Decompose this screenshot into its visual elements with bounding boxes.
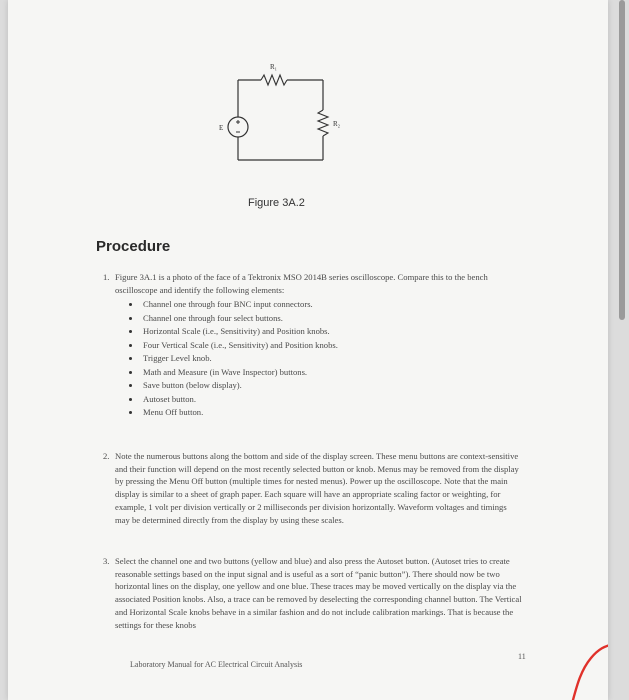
section-heading: Procedure (96, 238, 171, 255)
pen-annotation-mark (563, 640, 608, 700)
list-item: Autoset button. (129, 393, 523, 407)
list-item: Horizontal Scale (i.e., Sensitivity) and Position knobs. (129, 325, 523, 339)
scrollbar-thumb[interactable] (619, 0, 625, 320)
page-footer: Laboratory Manual for AC Electrical Circuit Analysis (130, 660, 303, 669)
step-number: 1. (103, 272, 110, 282)
page-number: 11 (518, 652, 526, 661)
step-number: 3. (103, 556, 110, 566)
element-list (115, 298, 523, 420)
circuit-diagram (193, 55, 353, 185)
resistor-r2-icon (318, 110, 328, 136)
label-r2: R₂ (333, 120, 341, 128)
resistor-r1-icon (261, 75, 287, 85)
procedure-step-2 (103, 450, 523, 526)
list-item: Channel one through four select buttons. (129, 312, 523, 326)
list-item: Menu Off button. (129, 406, 523, 420)
label-r1: R₁ (270, 63, 278, 71)
document-page (8, 0, 608, 700)
list-item: Four Vertical Scale (i.e., Sensitivity) and Position knobs. (129, 339, 523, 353)
list-item: Math and Measure (in Wave Inspector) buttons. (129, 366, 523, 380)
list-item: Channel one through four BNC input connectors. (129, 298, 523, 312)
procedure-step-1 (103, 271, 523, 420)
list-item: Save button (below display). (129, 379, 523, 393)
label-e: E (219, 124, 224, 132)
procedure-step-3 (103, 555, 523, 631)
step-text: Select the channel one and two buttons (yellow and blue) and also press the Autoset button. (Autoset tries to create reasonable settings based on the input signal and is useful as a sort of “panic button”). There should now be two horizontal lines on the display, one yellow and one blue. These traces may be moved vertically on the display via the associated Position knobs. Also, a trace can be removed by deselecting the corresponding channel button. The Vertical and Horizontal Scale knobs behave in a similar fashion and do not include calibration markings. That is because the settings for these knobs (115, 556, 522, 630)
step-text: Figure 3A.1 is a photo of the face of a Tektronix MSO 2014B series oscilloscope. Compare this to the bench oscilloscope and identify the following elements: (115, 272, 488, 295)
vertical-scrollbar[interactable] (619, 0, 625, 700)
step-number: 2. (103, 451, 110, 461)
list-item: Trigger Level knob. (129, 352, 523, 366)
figure-caption: Figure 3A.2 (248, 197, 305, 209)
step-text: Note the numerous buttons along the bottom and side of the display screen. These menu buttons are context-sensitive and their function will depend on the most recently selected button or knob. Menus may be removed from the display by pressing the Menu Off button (multiple times for nested menus). Power up the oscilloscope. Note that the main display is similar to a sheet of graph paper. Each square will have an appropriate scaling factor or weighting, for example, 1 volt per division vertically or 2 milliseconds per division horizontally. Waveform voltages and timings may be determined directly from the display by using these scales. (115, 451, 519, 525)
